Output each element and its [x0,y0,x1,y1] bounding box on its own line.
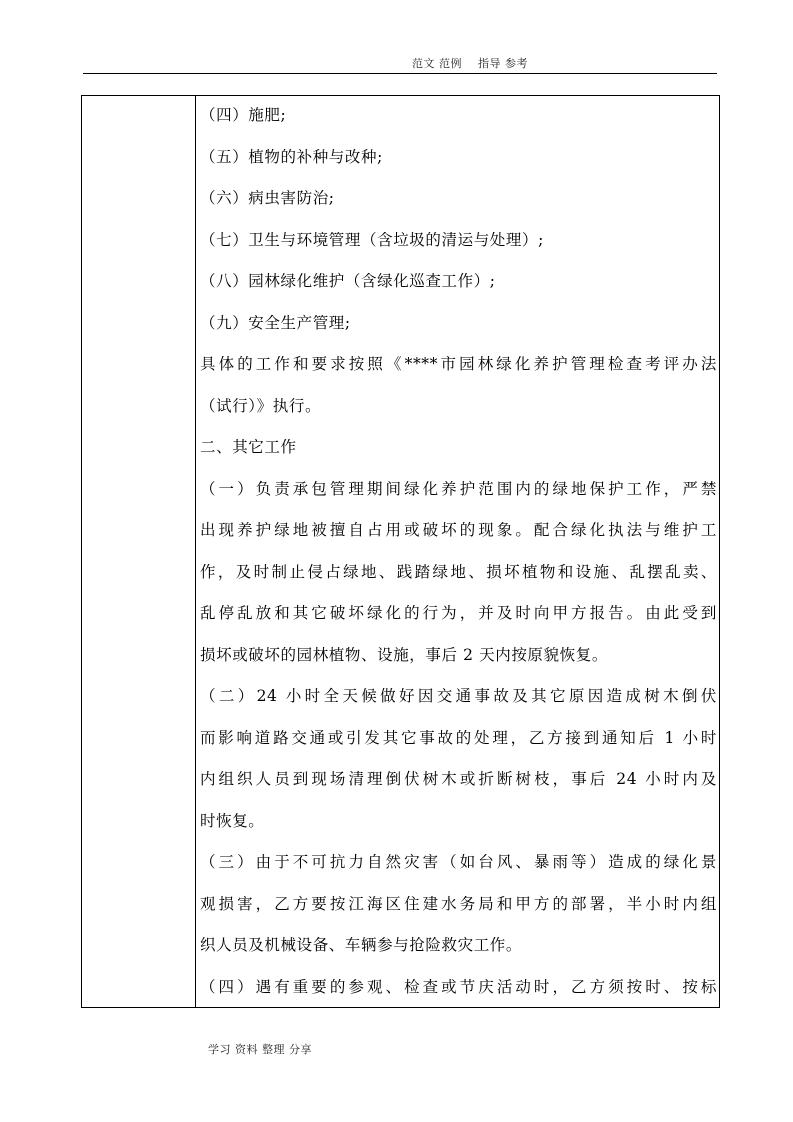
text-line: （七）卫生与环境管理（含垃圾的清运与处理）; [200,231,544,249]
text-line: 乱停乱放和其它破坏绿化的行为，并及时向甲方报告。由此受到 [200,604,717,622]
text-line: （四）遇有重要的参观、检查或节庆活动时，乙方须按时、按标 [200,978,717,996]
content-table [81,95,720,1008]
page-footer-text: 学习 资料 整理 分享 [208,1043,312,1056]
table-right-cell [196,96,719,1007]
text-line: 出现养护绿地被擅自占用或破坏的现象。配合绿化执法与维护工 [200,521,717,539]
text-line: （三）由于不可抗力自然灾害（如台风、暴雨等）造成的绿化景 [200,853,717,871]
text-line: 时恢复。 [200,812,265,830]
text-line: （六）病虫害防治; [200,189,335,207]
section-heading: 二、其它工作 [200,438,297,456]
text-line: 具体的工作和要求按照《****市园林绿化养护管理检查考评办法 [200,355,717,373]
text-line: 损坏或破坏的园林植物、设施，事后 2 天内按原貌恢复。 [200,646,608,664]
text-line: （二）24 小时全天候做好因交通事故及其它原因造成树木倒伏 [200,687,717,705]
text-line: 作，及时制止侵占绿地、践踏绿地、损坏植物和设施、乱摆乱卖、 [200,563,717,581]
text-line: （四）施肥; [200,106,287,124]
text-line: （试行）》执行。 [200,397,322,415]
table-left-cell [82,96,196,1007]
text-line: （一）负责承包管理期间绿化养护范围内的绿地保护工作，严禁 [200,480,717,498]
text-line: 观损害，乙方要按江海区住建水务局和甲方的部署，半小时内组 [200,895,717,913]
text-line: 内组织人员到现场清理倒伏树木或折断树枝，事后 24 小时内及 [200,770,717,788]
text-line: （五）植物的补种与改种; [200,148,383,166]
text-line: （八）园林绿化维护（含绿化巡查工作）; [200,272,496,290]
page-header-text: 范文 范例 指导 参考 [412,57,528,70]
text-line: 织人员及机械设备、车辆参与抢险救灾工作。 [200,936,523,954]
text-line: （九）安全生产管理; [200,314,351,332]
text-line: 而影响道路交通或引发其它事故的处理，乙方接到通知后 1 小时 [200,729,717,747]
header-rule [83,73,717,74]
